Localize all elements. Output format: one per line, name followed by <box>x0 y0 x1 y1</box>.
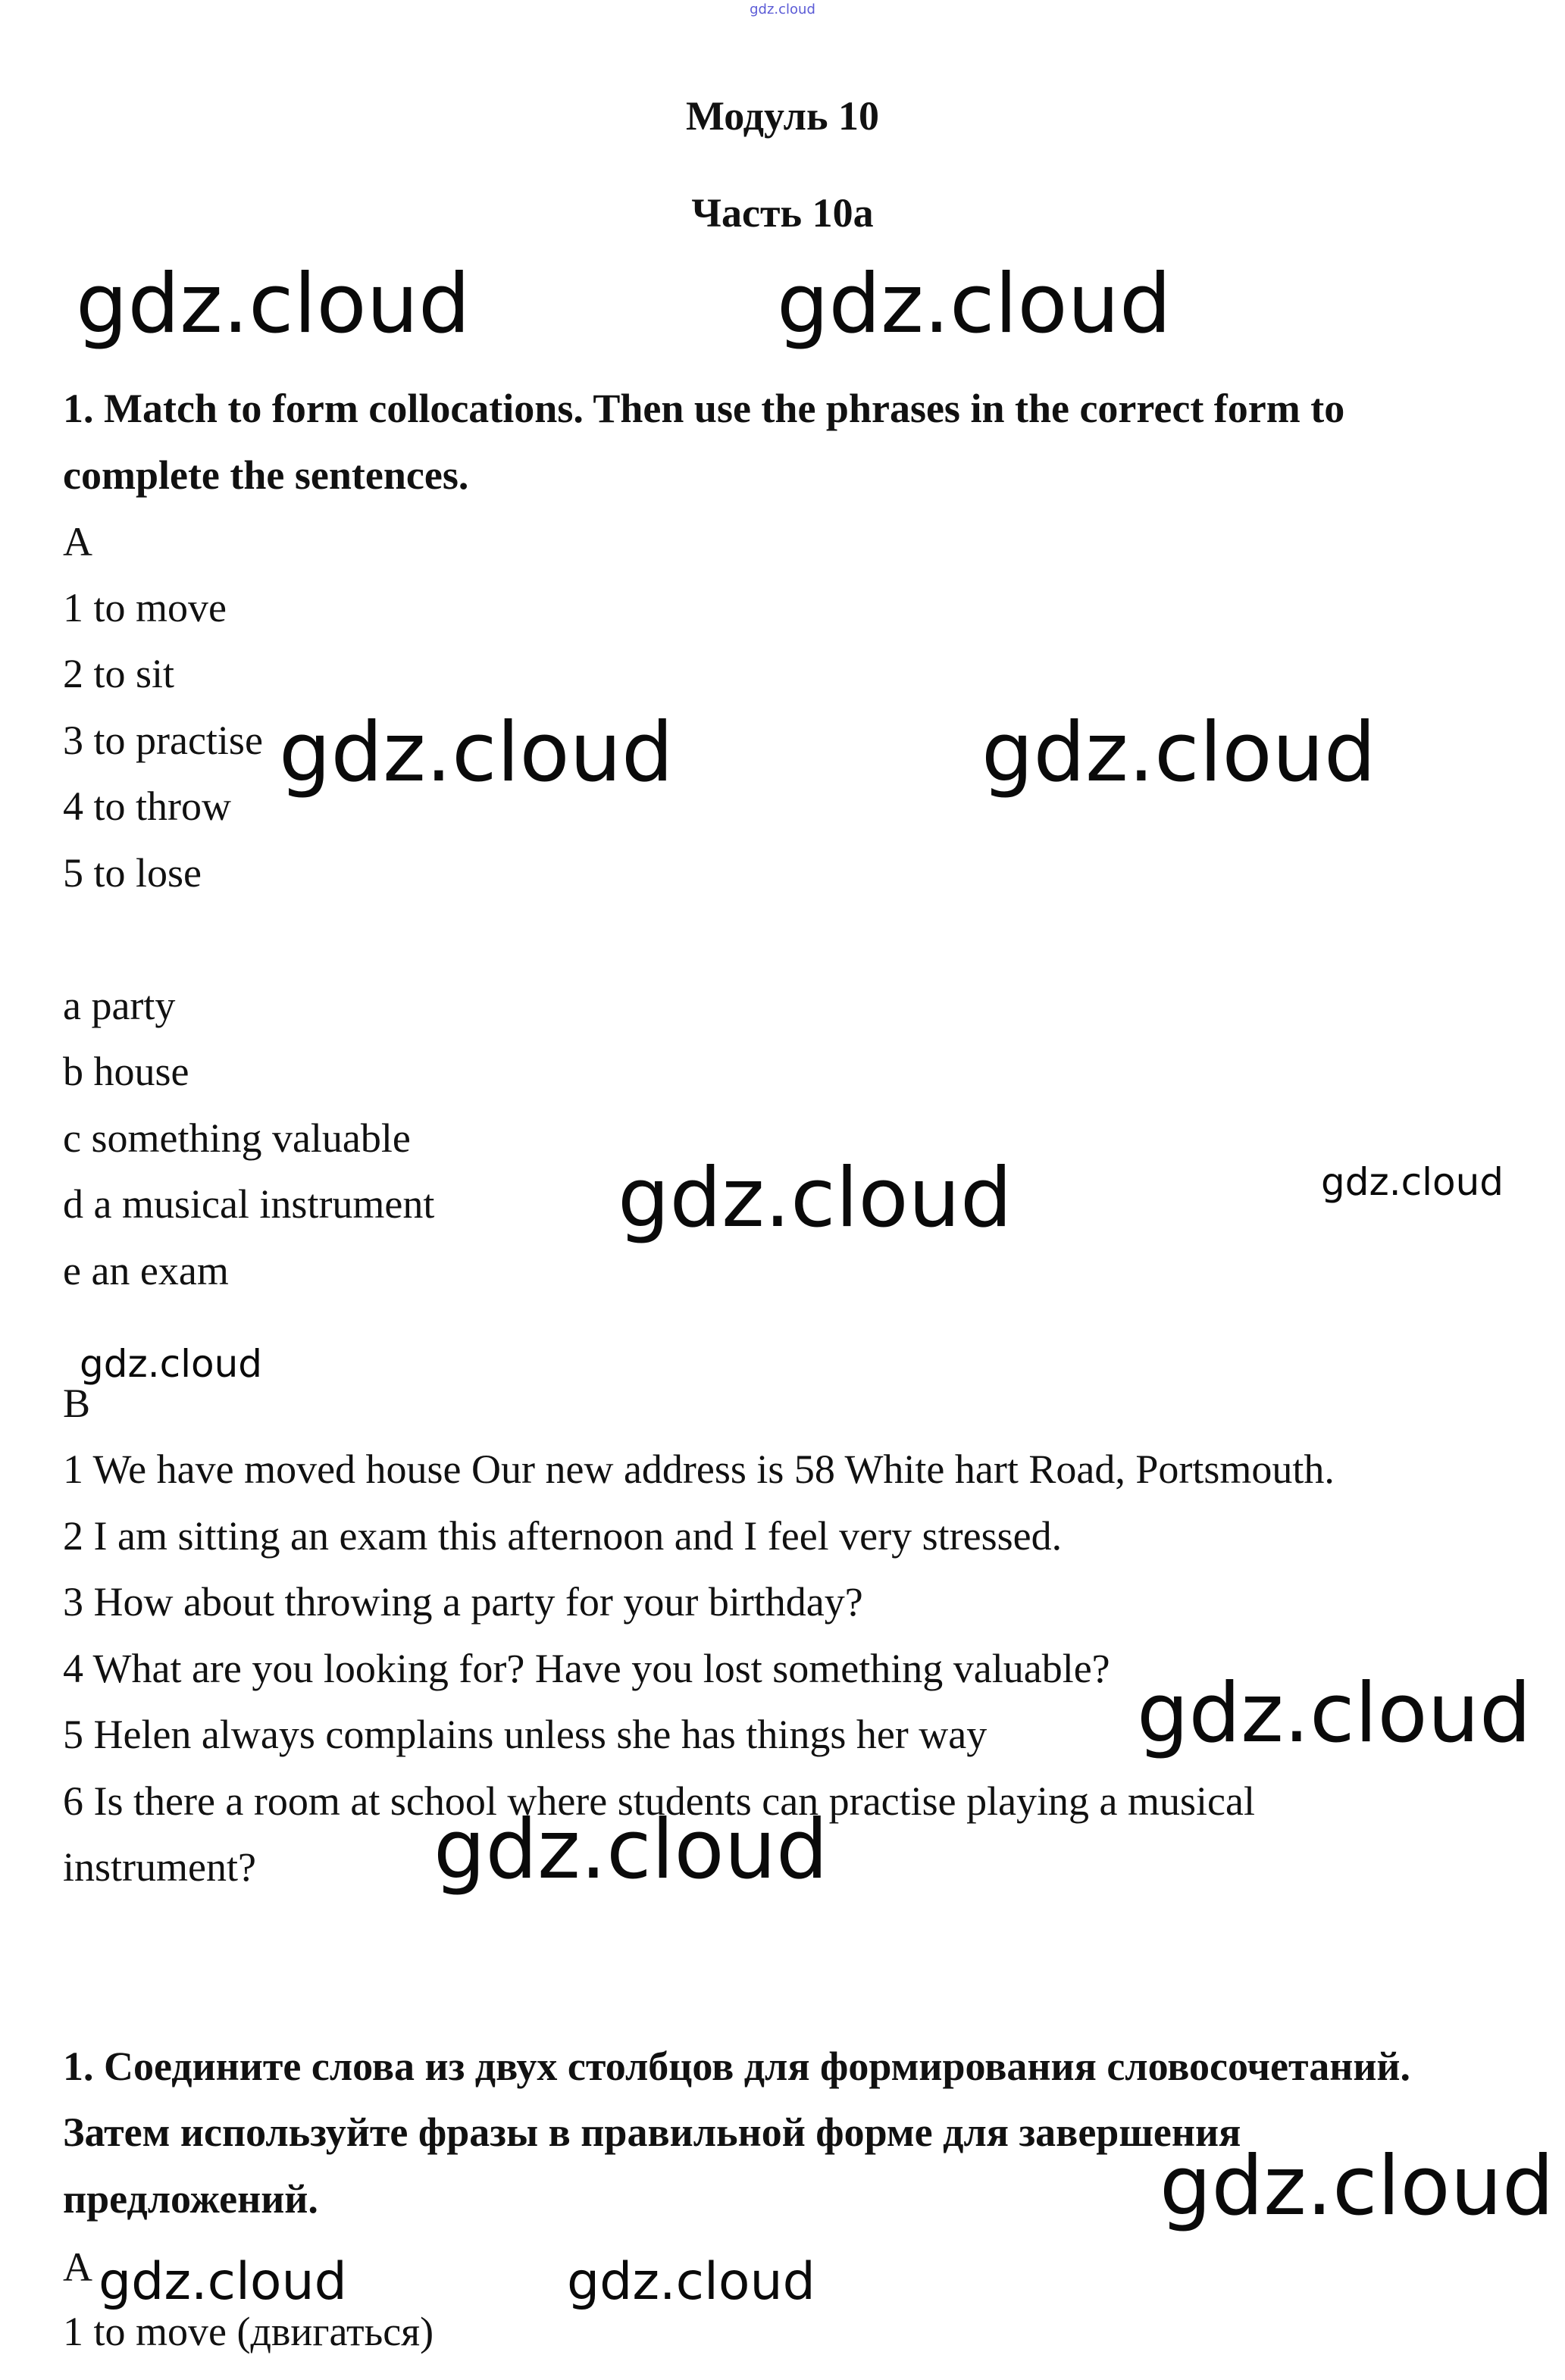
part-title: Часть 10а <box>691 190 874 236</box>
watermark: gdz.cloud <box>1321 1160 1504 1204</box>
task-ru-title-line2: Затем используйте фразы в правильной форме для завершения <box>63 2109 1241 2155</box>
watermark: gdz.cloud <box>618 1151 1013 1246</box>
watermark: gdz.cloud <box>1137 1666 1532 1761</box>
module-title: Модуль 10 <box>685 93 880 139</box>
sentence-item: 6 Is there a room at school where students can practise playing a musical <box>63 1778 1255 1824</box>
task-en-section-b: B <box>63 1381 91 1426</box>
watermark: gdz.cloud <box>80 1342 263 1386</box>
top-watermark: gdz.cloud <box>750 2 815 17</box>
task-ru-title-line1: 1. Соедините слова из двух столбцов для формирования словосочетаний. <box>63 2044 1411 2089</box>
verb-item: 4 to throw <box>63 783 231 829</box>
noun-item: e an exam <box>63 1248 229 1293</box>
sentence-item: 3 How about throwing a party for your birthday? <box>63 1579 863 1625</box>
ru-item: 1 to move (двигаться) <box>63 2309 434 2354</box>
watermark: gdz.cloud <box>434 1803 828 1897</box>
watermark: gdz.cloud <box>981 705 1376 800</box>
sentence-item: 1 We have moved house Our new address is 58 White hart Road, Portsmouth. <box>63 1446 1335 1492</box>
watermark: gdz.cloud <box>777 257 1172 352</box>
task-en-title-line1: 1. Match to form collocations. Then use the phrases in the correct form to <box>63 386 1345 431</box>
watermark: gdz.cloud <box>567 2252 815 2312</box>
sentence-item: 5 Helen always complains unless she has things her way <box>63 1712 988 1757</box>
task-en-title-line2: complete the sentences. <box>63 452 469 498</box>
noun-item: c something valuable <box>63 1115 411 1161</box>
sentence-item: 2 I am sitting an exam this afternoon and I feel very stressed. <box>63 1513 1063 1559</box>
watermark: gdz.cloud <box>1160 2139 1554 2234</box>
noun-item: d a musical instrument <box>63 1181 435 1227</box>
noun-item: b house <box>63 1049 189 1094</box>
watermark: gdz.cloud <box>99 2252 347 2312</box>
sentence-item: instrument? <box>63 1844 256 1890</box>
verb-item: 1 to move <box>63 585 227 630</box>
noun-item: a party <box>63 983 176 1028</box>
task-ru-section-a: A <box>63 2244 92 2290</box>
watermark: gdz.cloud <box>279 705 674 800</box>
verb-item: 3 to practise <box>63 718 263 763</box>
watermark: gdz.cloud <box>76 257 471 352</box>
sentence-item: 4 What are you looking for? Have you lost something valuable? <box>63 1646 1110 1691</box>
task-en-section-a: A <box>63 519 92 565</box>
verb-item: 2 to sit <box>63 651 175 696</box>
task-ru-title-line3: предложений. <box>63 2176 318 2222</box>
verb-item: 5 to lose <box>63 850 202 896</box>
